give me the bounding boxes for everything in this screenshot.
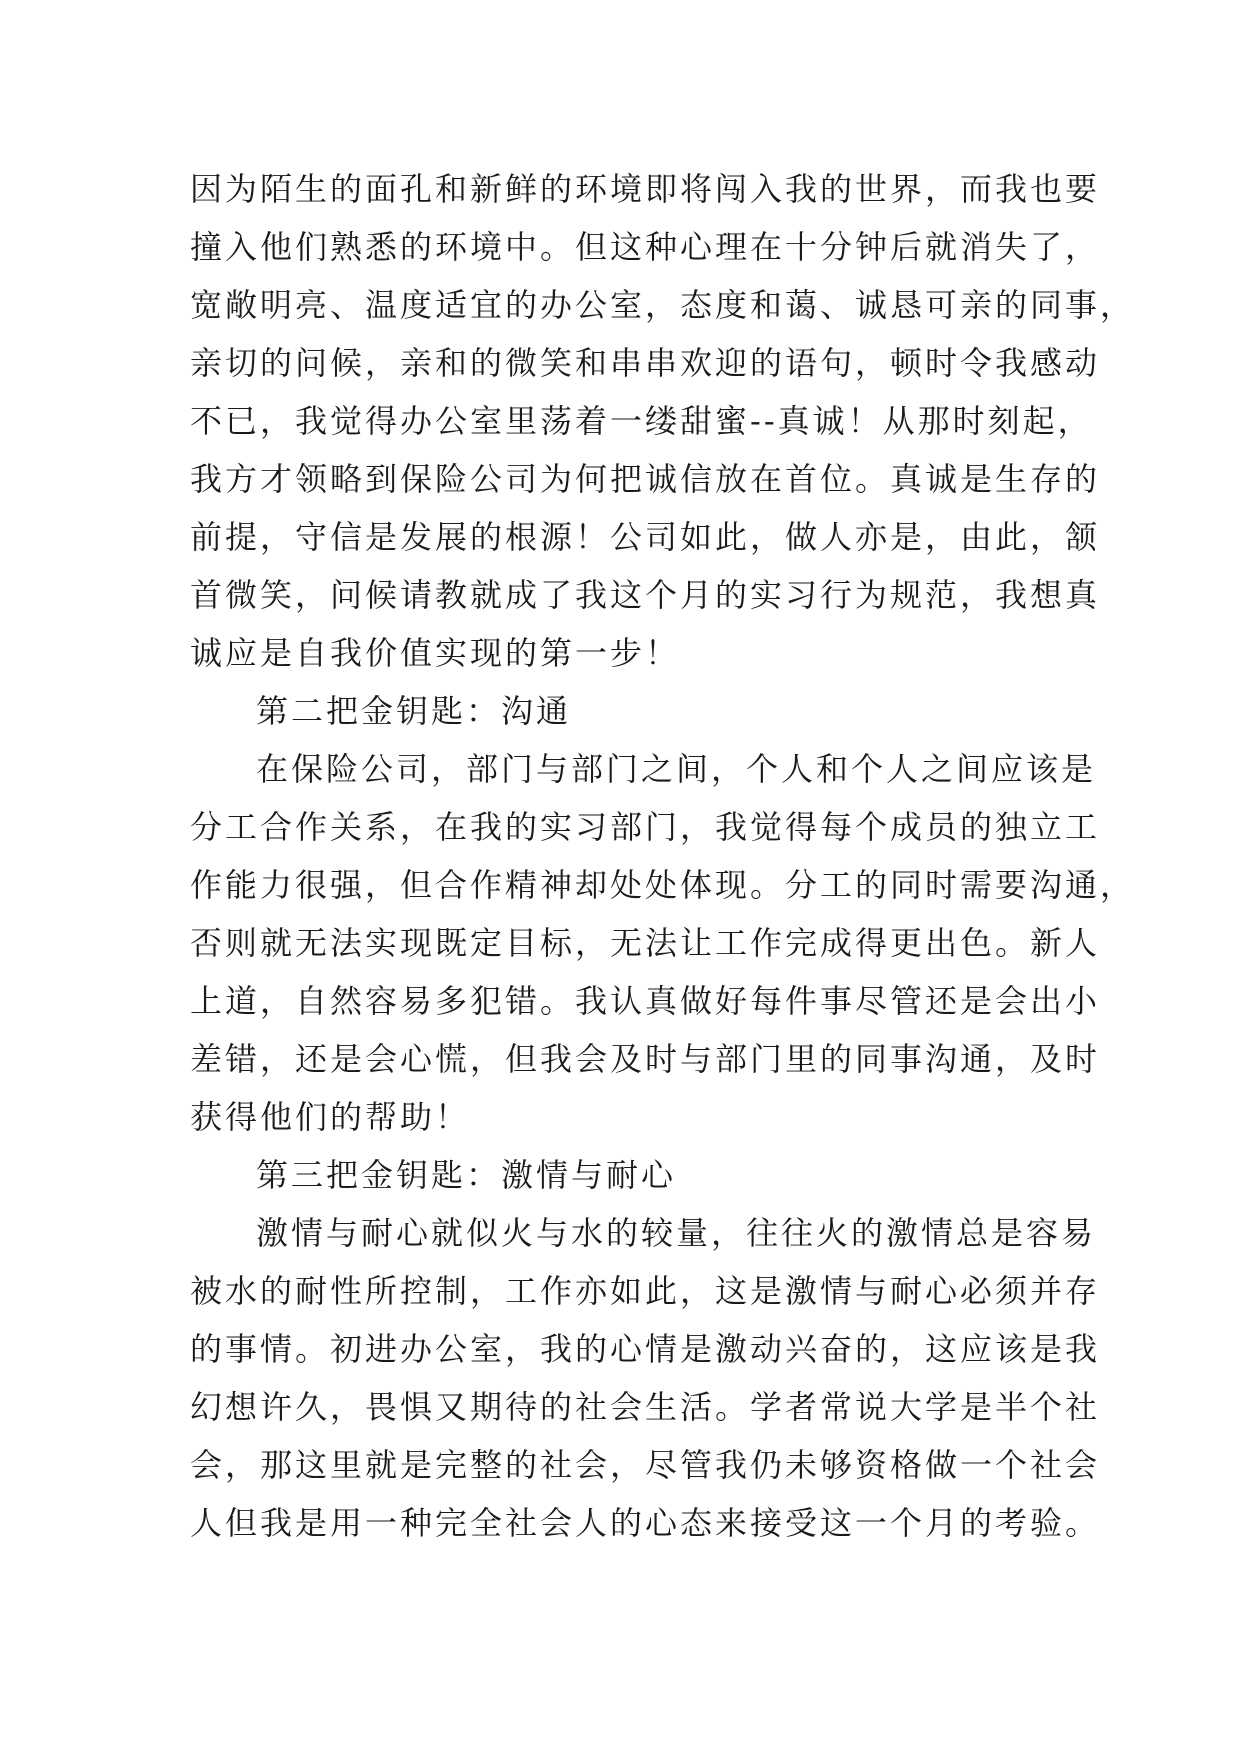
- text-line: 首微笑，问候请教就成了我这个月的实习行为规范，我想真: [190, 576, 1101, 614]
- section-heading: 第二把金钥匙：沟通: [256, 692, 572, 730]
- text-line: 分工合作关系，在我的实习部门，我觉得每个成员的独立工: [190, 808, 1101, 846]
- text-line: 宽敞明亮、温度适宜的办公室，态度和蔼、诚恳可亲的同事，: [190, 286, 1136, 324]
- text-line: 会，那这里就是完整的社会，尽管我仍未够资格做一个社会: [190, 1446, 1101, 1484]
- text-line: 的事情。初进办公室，我的心情是激动兴奋的，这应该是我: [190, 1330, 1101, 1368]
- section-heading: 第三把金钥匙：激情与耐心: [256, 1156, 677, 1194]
- paragraph-first-line: 在保险公司，部门与部门之间，个人和个人之间应该是: [256, 750, 1097, 788]
- text-line: 不已，我觉得办公室里荡着一缕甜蜜--真诚！从那时刻起，: [190, 402, 1093, 440]
- text-line: 幻想许久，畏惧又期待的社会生活。学者常说大学是半个社: [190, 1388, 1101, 1426]
- text-line: 作能力很强，但合作精神却处处体现。分工的同时需要沟通，: [190, 866, 1136, 904]
- paragraph-first-line: 激情与耐心就似火与水的较量，往往火的激情总是容易: [256, 1214, 1097, 1252]
- text-line: 人但我是用一种完全社会人的心态来接受这一个月的考验。: [190, 1504, 1101, 1542]
- text-line: 撞入他们熟悉的环境中。但这种心理在十分钟后就消失了，: [190, 228, 1101, 266]
- text-line: 获得他们的帮助！: [190, 1098, 471, 1136]
- document-body: [190, 160, 1136, 1552]
- text-line: 我方才领略到保险公司为何把诚信放在首位。真诚是生存的: [190, 460, 1101, 498]
- text-line: 诚应是自我价值实现的第一步！: [190, 634, 681, 672]
- text-line: 因为陌生的面孔和新鲜的环境即将闯入我的世界，而我也要: [190, 170, 1101, 208]
- text-line: 差错，还是会心慌，但我会及时与部门里的同事沟通，及时: [190, 1040, 1101, 1078]
- text-line: 被水的耐性所控制，工作亦如此，这是激情与耐心必须并存: [190, 1272, 1101, 1310]
- text-line: 亲切的问候，亲和的微笑和串串欢迎的语句，顿时令我感动: [190, 344, 1101, 382]
- text-line: 前提，守信是发展的根源！公司如此，做人亦是，由此，颔: [190, 518, 1101, 556]
- text-line: 否则就无法实现既定目标，无法让工作完成得更出色。新人: [190, 924, 1101, 962]
- text-line: 上道，自然容易多犯错。我认真做好每件事尽管还是会出小: [190, 982, 1101, 1020]
